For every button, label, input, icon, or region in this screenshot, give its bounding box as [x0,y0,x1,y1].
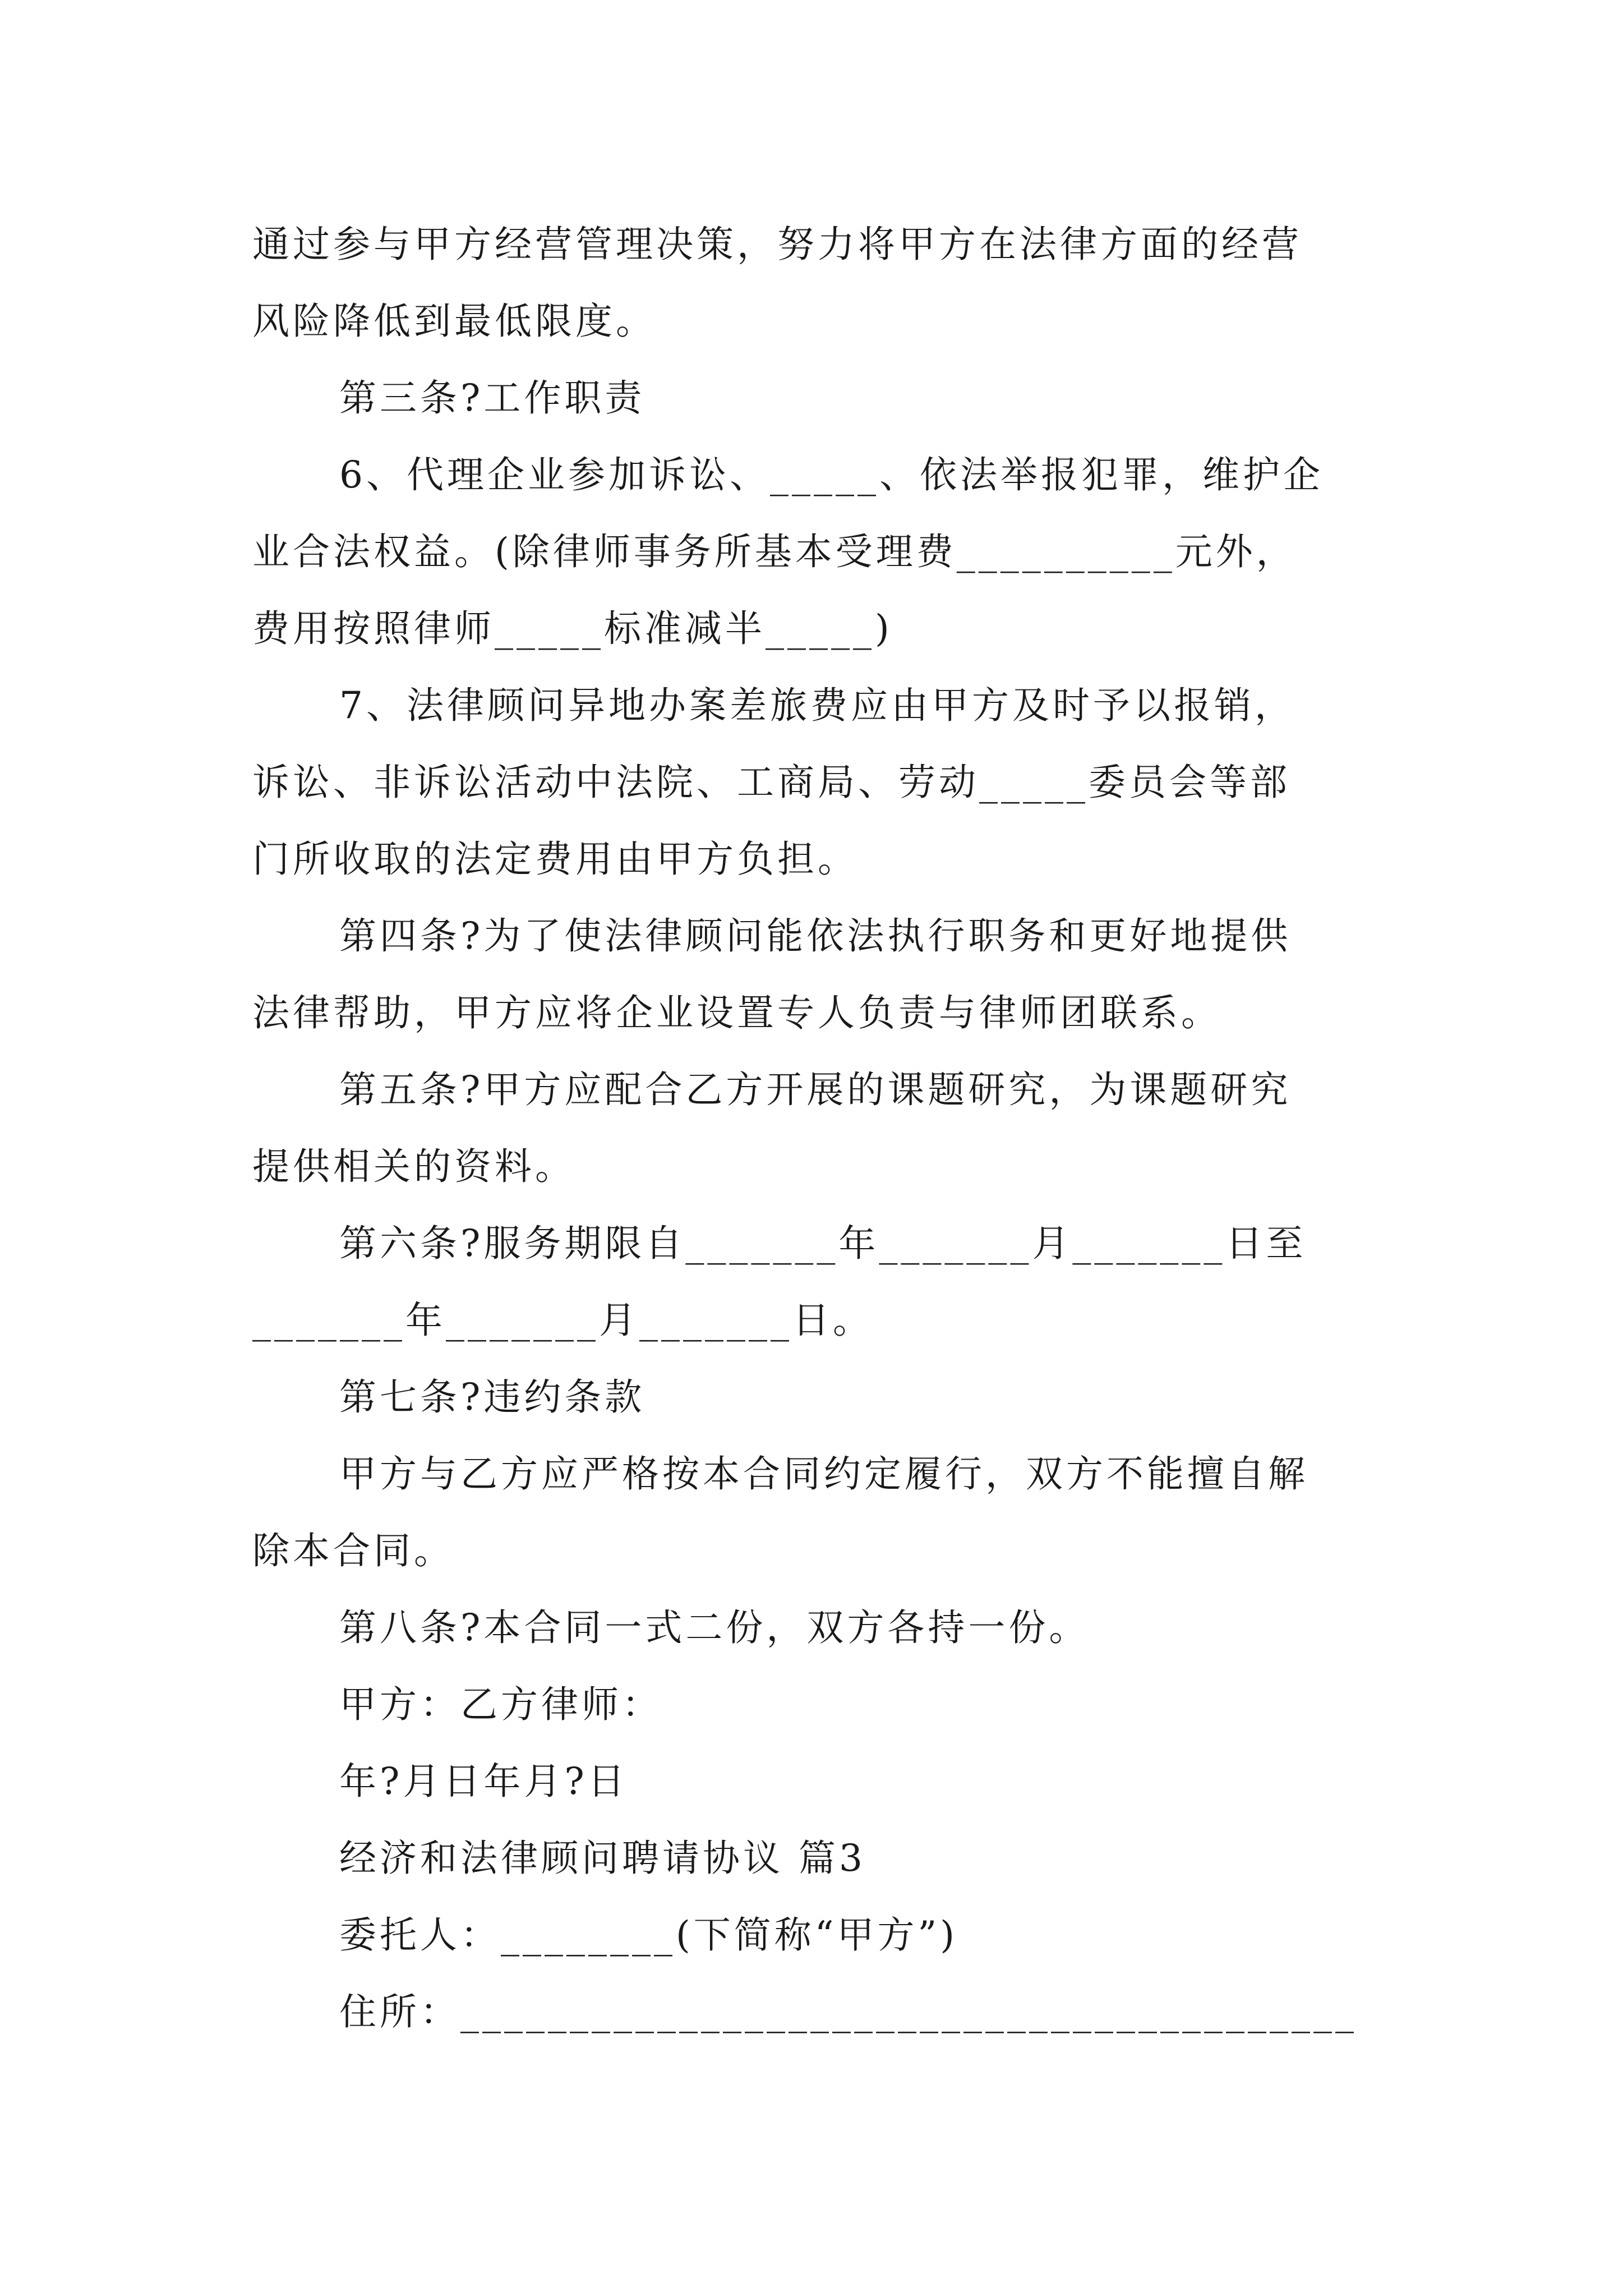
text-line: 6、代理企业参加诉讼、_____、依法举报犯罪，维护企 [339,453,1324,496]
text-line: 提供相关的资料。 [252,1145,575,1188]
text-line: 甲方与乙方应严格按本合同约定履行，双方不能擅自解 [339,1452,1308,1496]
text-line: 第八条?本合同一式二份，双方各持一份。 [339,1606,1090,1649]
text-line: 7、法律顾问异地办案差旅费应由甲方及时予以报销， [339,684,1295,727]
text-line: 委托人：________(下简称“甲方”) [339,1913,958,1957]
text-line: 第五条?甲方应配合乙方开展的课题研究，为课题研究 [339,1068,1292,1111]
text-line: 费用按照律师_____标准减半_____) [252,607,893,650]
text-line: 第六条?服务期限自_______年_______月_______日至 [339,1222,1307,1265]
text-line: 通过参与甲方经营管理决策，努力将甲方在法律方面的经营 [252,223,1302,266]
text-line: 门所收取的法定费用由甲方负担。 [252,838,858,881]
document-title: 经济和法律顾问聘请协议 篇3 [339,1837,866,1880]
text-line: 风险降低到最低限度。 [252,300,656,343]
section-heading: 第七条?违约条款 [339,1375,645,1419]
date-line: 年?月日年月?日 [339,1760,628,1803]
text-line: 业合法权益。(除律师事务所基本受理费__________元外， [252,530,1297,573]
text-line: 住所：_________________________________________ [339,1990,1357,2033]
text-line: 诉讼、非诉讼活动中法院、工商局、劳动_____委员会等部 [252,761,1290,804]
text-line: _______年_______月_______日。 [252,1299,873,1342]
text-line: 除本合同。 [252,1529,454,1572]
section-heading: 第三条?工作职责 [339,376,645,420]
text-line: 第四条?为了使法律顾问能依法执行职务和更好地提供 [339,914,1292,958]
signature-line: 甲方：乙方律师： [339,1683,662,1726]
text-line: 法律帮助，甲方应将企业设置专人负责与律师团联系。 [252,991,1221,1034]
